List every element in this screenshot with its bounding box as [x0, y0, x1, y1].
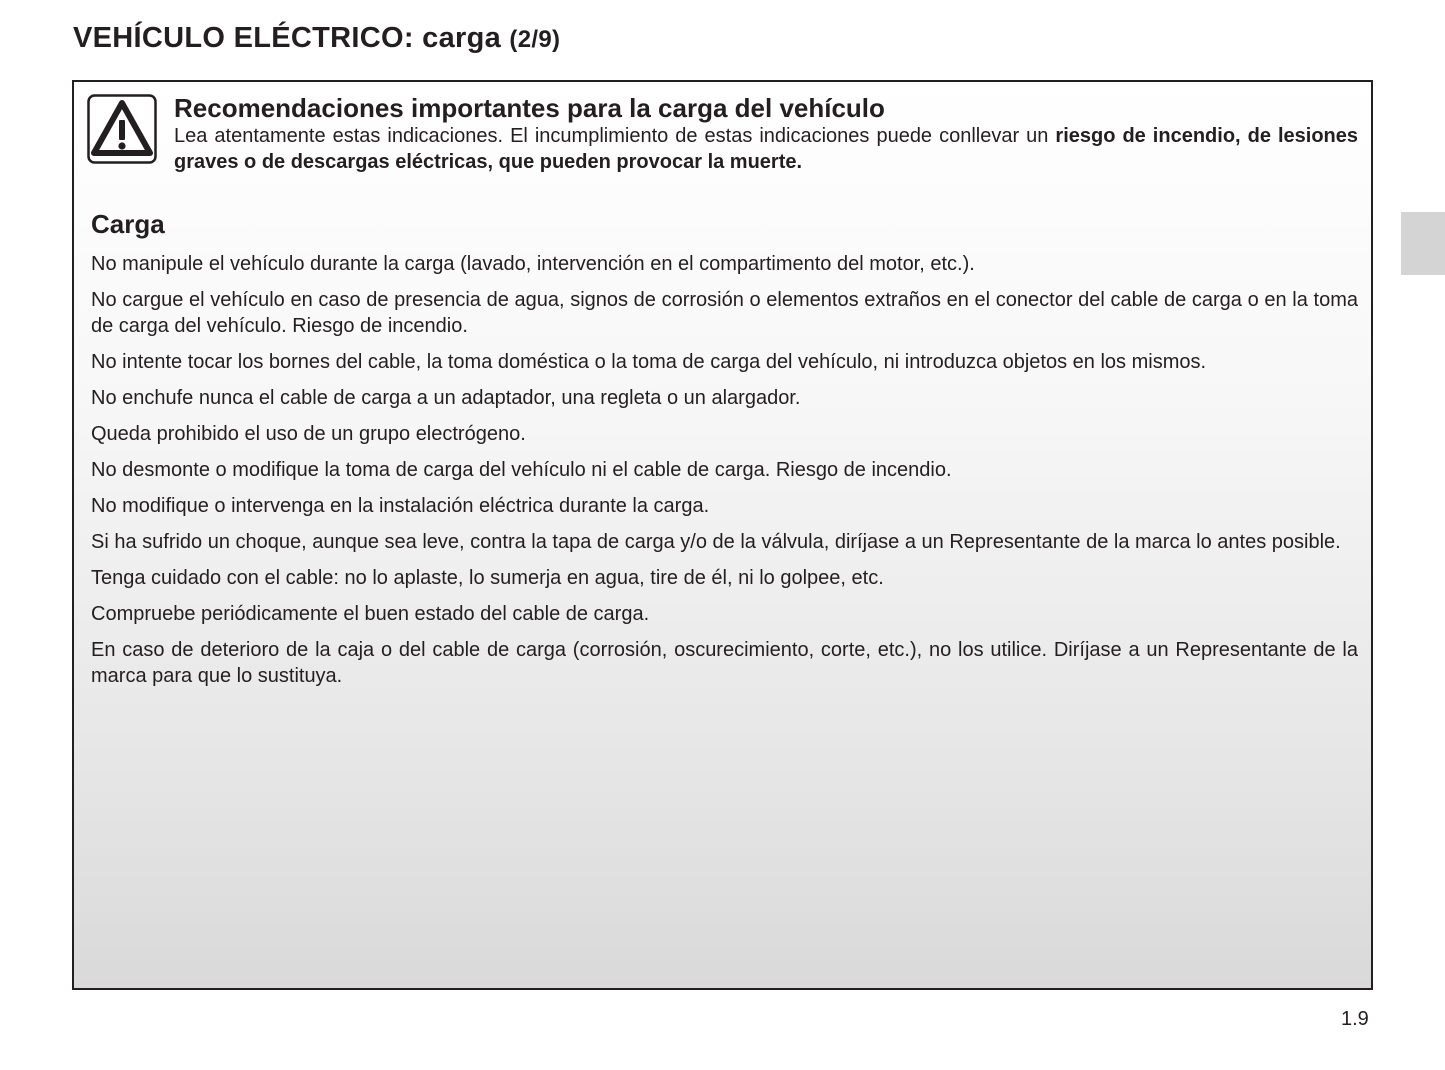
list-item: No modifique o intervenga en la instalación eléctrica durante la carga.	[91, 495, 710, 517]
instruction-list	[91, 251, 1358, 699]
warning-box	[72, 80, 1373, 990]
warning-heading: Recomendaciones importantes para la carga del vehículo	[174, 93, 885, 123]
warning-intro	[174, 123, 1358, 175]
list-item: No enchufe nunca el cable de carga a un adaptador, una regleta o un alargador.	[91, 387, 801, 409]
list-item: No manipule el vehículo durante la carga (lavado, intervención en el compartimento del motor, etc.).	[91, 253, 975, 275]
warning-intro-text: Lea atentamente estas indicaciones. El incumplimiento de estas indicaciones puede conllevar un	[174, 125, 1056, 147]
page-title-counter: (2/9)	[509, 26, 561, 53]
section-title: Carga	[91, 209, 165, 239]
list-item: Compruebe periódicamente el buen estado del cable de carga.	[91, 603, 650, 625]
chapter-tab-marker	[1401, 212, 1445, 275]
list-item: No intente tocar los bornes del cable, la toma doméstica o la toma de carga del vehículo, ni introduzca objetos en los mismos.	[91, 351, 1207, 373]
list-item: No desmonte o modifique la toma de carga del vehículo ni el cable de carga. Riesgo de incendio.	[91, 459, 952, 481]
page-number: 1.9	[1341, 1008, 1369, 1030]
warning-intro-emphasis: riesgo de incendio, de lesiones graves o de descargas eléctricas, que pueden provocar la muerte.	[174, 125, 1359, 173]
list-item: No cargue el vehículo en caso de presencia de agua, signos de corrosión o elementos extraños en el conector del cable de carga o en la toma de carga del vehículo. Riesgo de incendio.	[91, 289, 1358, 337]
warning-triangle-icon	[87, 94, 157, 164]
page-title-main: VEHÍCULO ELÉCTRICO: carga	[73, 22, 502, 54]
list-item: En caso de deterioro de la caja o del cable de carga (corrosión, oscurecimiento, corte, etc.), no los utilice. Diríjase a un Representante de la marca para que lo sustituya.	[91, 639, 1358, 687]
list-item: Queda prohibido el uso de un grupo electrógeno.	[91, 423, 526, 445]
list-item: Si ha sufrido un choque, aunque sea leve, contra la tapa de carga y/o de la válvula, diríjase a un Representante de la marca lo antes posible.	[91, 531, 1341, 553]
page-title	[73, 22, 560, 55]
list-item: Tenga cuidado con el cable: no lo aplaste, lo sumerja en agua, tire de él, ni lo golpee, etc.	[91, 567, 884, 589]
